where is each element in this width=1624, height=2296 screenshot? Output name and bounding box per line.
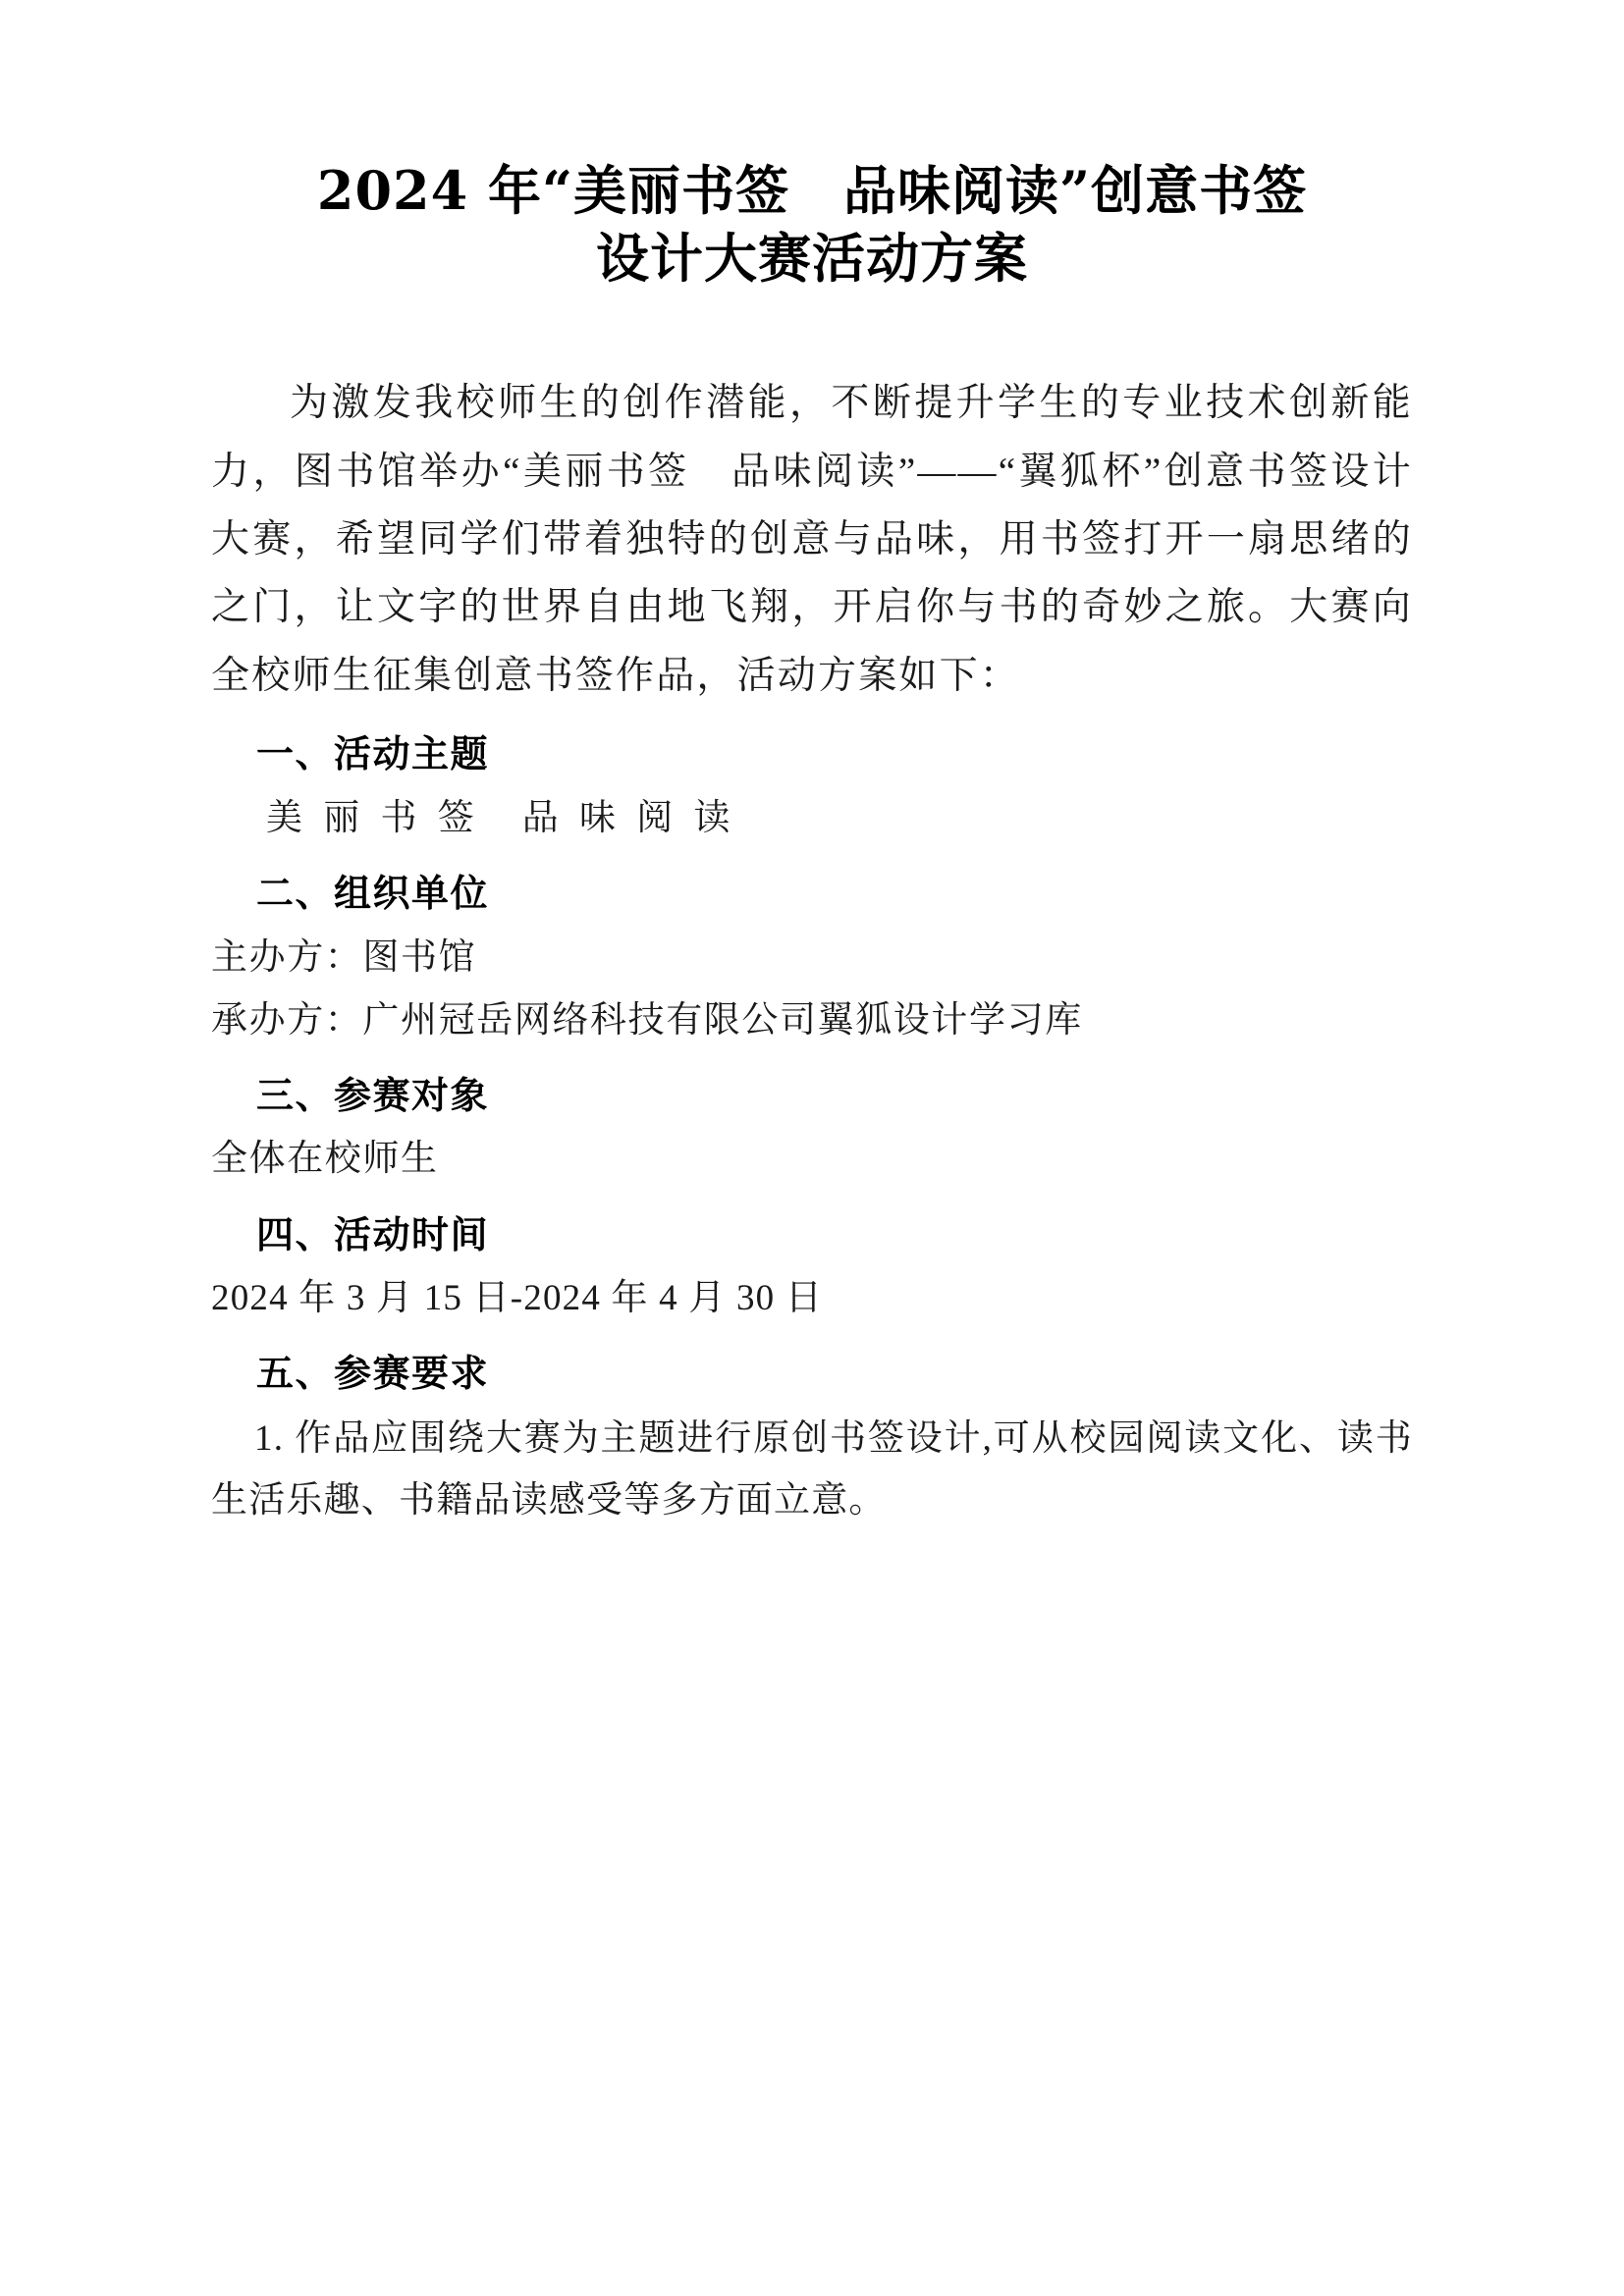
intro-paragraph: 为激发我校师生的创作潜能，不断提升学生的专业技术创新能力，图书馆举办“美丽书签 品味阅读”——“翼狐杯”创意书签设计大赛，希望同学们带着独特的创意与品味，用书签打开一扇思绪的之门，让文字的世界自由地飞翔，开启你与书的奇妙之旅。大赛向全校师生征集创意书签作品，活动方案如下： [211, 382, 1413, 697]
section-heading-requirements: 五、参赛要求 [256, 1351, 490, 1396]
section-heading-participants: 三、参赛对象 [256, 1072, 490, 1117]
schedule-value: 2024 年 3 月 15 日-2024 年 4 月 30 日 [211, 1278, 824, 1319]
section-heading-schedule: 四、活动时间 [256, 1211, 490, 1256]
participants-value: 全体在校师生 [211, 1139, 439, 1180]
section-heading-organizers: 二、组织单位 [256, 870, 490, 915]
organizer-undertaker: 承办方：广州冠岳网络科技有限公司翼狐设计学习库 [211, 999, 1083, 1041]
page-title-line-2: 设计大赛活动方案 [596, 227, 1028, 291]
section-heading-theme: 一、活动主题 [256, 731, 490, 776]
section-theme-value: 美 丽 书 签 品 味 阅 读 [266, 797, 736, 838]
page-title-line-1: 2024 年“美丽书签 品味阅读”创意书签 [316, 159, 1308, 222]
requirement-item-1: 1. 作品应围绕大赛为主题进行原创书签设计,可从校园阅读文化、读书生活乐趣、书籍品读感受等多方面立意。 [211, 1417, 1413, 1522]
page-title [211, 157, 1413, 293]
organizer-host: 主办方：图书馆 [211, 936, 477, 978]
